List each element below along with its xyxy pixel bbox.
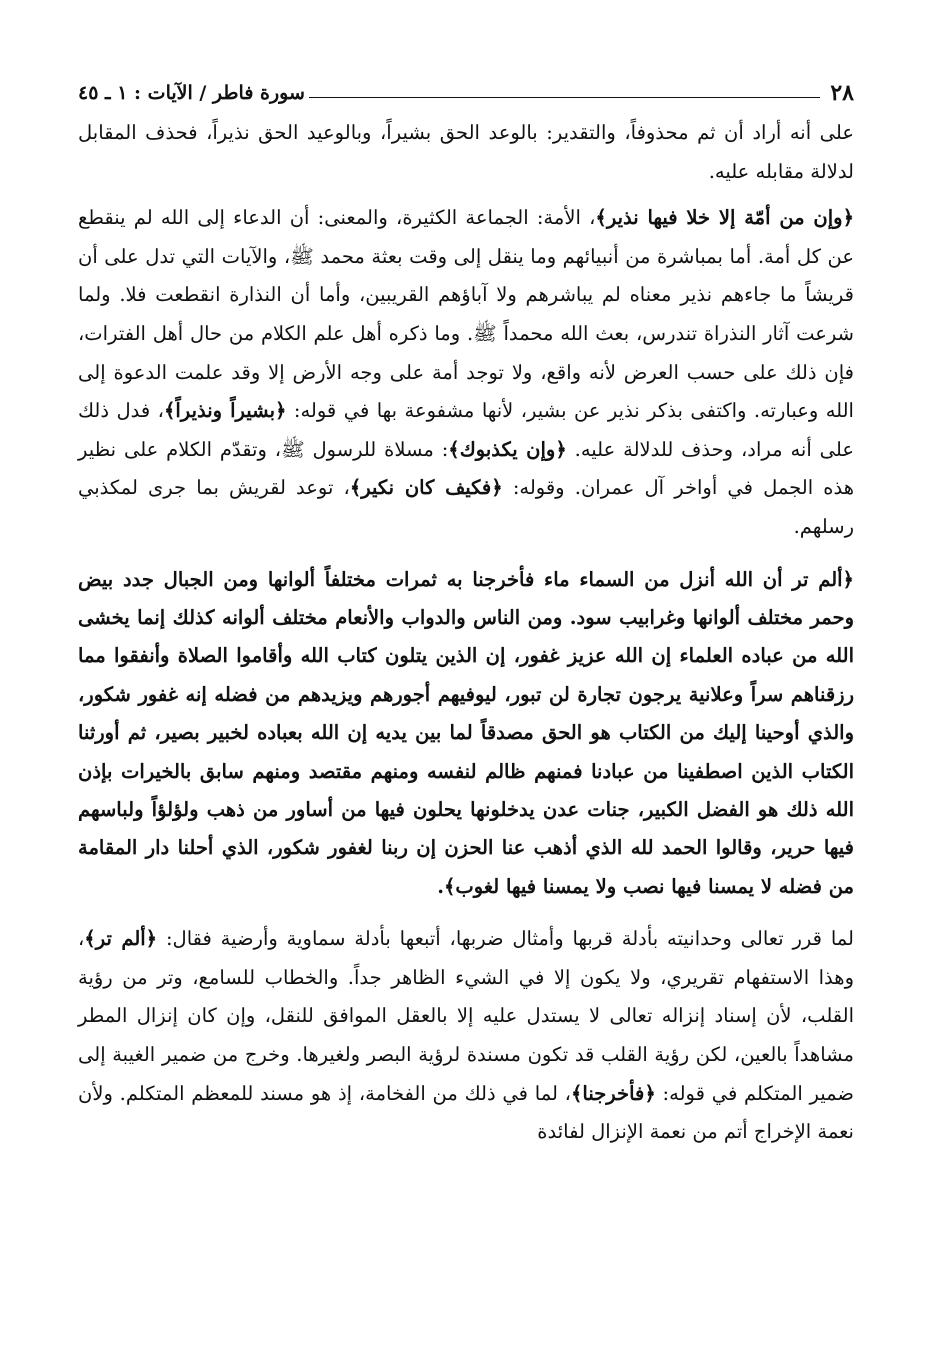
commentary-text: على أنه أراد أن ثم محذوفاً، والتقدير: بالوعد الحق بشيراً، وبالوعيد الحق نذيراً، فحذف المقابل لدلالة مقابله عليه.: [78, 121, 854, 183]
commentary-text: ، وهذا الاستفهام تقريري، ولا يكون إلا في الشيء الظاهر جداً. والخطاب للسامع، وتر من رؤية القلب، لأن إسناد إنزاله تعالى لا يستدل عليه إلا بالعقل الموافق للنقل، وإن كان إنزال المطر مشاهداً بالعين، لكن رؤية القلب قد تكون مسندة لرؤية البصر ولغيرها. وخرج من ضمير الغيبة إلى ضمير المتكلم في قوله:: [78, 927, 854, 1105]
page-number: ٢٨: [830, 80, 854, 106]
quran-quote: ﴿وإن يكذبوك﴾: [448, 437, 567, 461]
quran-quote: ﴿ألم تر أن الله أنزل من السماء ماء فأخرجنا به ثمرات مختلفاً ألوانها ومن الجبال جدد بيض وحمر مختلف ألوانها وغرابيب سود. ومن الناس والدواب والأنعام مختلف ألوانه كذلك إنما يخشى الله من عباده العلماء إن الله عزيز غفور، إن الذين يتلون كتاب الله وأقاموا الصلاة وأنفقوا مما رزقناهم سراً وعلانية يرجون تجارة لن تبور، ليوفيهم أجورهم ويزيدهم من فضله إنه غفور شكور، والذي أوحينا إليك من الكتاب هو الحق مصدقاً لما بين يديه إن الله بعباده لخبير بصير، ثم أورثنا الكتاب الذين اصطفينا من عبادنا فمنهم ظالم لنفسه ومنهم مقتصد ومنهم سابق بالخيرات بإذن الله ذلك هو الفضل الكبير، جنات عدن يدخلونها يحلون فيها من أساور من ذهب ولؤلؤاً ولباسهم فيها حرير، وقالوا الحمد لله الذي أذهب عنا الحزن إن ربنا لغفور شكور، الذي أحلنا دار المقامة من فضله لا يمسنا فيها نصب ولا يمسنا فيها لغوب﴾: [78, 567, 854, 898]
commentary-text: لما قرر تعالى وحدانيته بأدلة قربها وأمثال ضربها، أتبعها بأدلة سماوية وأرضية فقال:: [157, 927, 854, 951]
quran-verses-block: [78, 561, 854, 907]
paragraph-4: [78, 920, 854, 1152]
commentary-text: ، توعد لقريش بما جرى لمكذبي رسلهم.: [78, 476, 854, 538]
header-rule: [309, 97, 820, 98]
book-page: [78, 76, 854, 1152]
commentary-text: : مسلاة للرسول ﷺ، وتقدّم الكلام على نظير هذه الجمل في أواخر آل عمران. وقوله:: [78, 437, 854, 500]
paragraph-2: [78, 199, 854, 546]
commentary-text: ، الأمة: الجماعة الكثيرة، والمعنى: أن الدعاء إلى الله لم ينقطع عن كل أمة. أما بمباشرة من أنبيائهم وما ينقل إلى وقت بعثة محمد ﷺ، والآيات التي تدل على أن قريشاً ما جاءهم نذير معناه لم يباشرهم ولا آباؤهم القريبين، وأما أن النذارة انقطعت فلا. ولما شرعت آثار النذراة تندرس، بعث الله محمداً ﷺ. وما ذكره أهل علم الكلام من حال أهل الفترات، فإن ذلك على حسب العرض لأنه واقع، ولا توجد أمة على وجه الأرض إلا وقد علمت الدعوة إلى الله وعبارته. واكتفى بذكر نذير عن بشير، لأنها مشفوعة بها في قوله:: [78, 206, 854, 423]
commentary-text: .: [437, 874, 444, 898]
quran-quote: ﴿ألم تر﴾: [84, 927, 158, 951]
quran-quote: ﴿بشيراً ونذيراً﴾: [163, 399, 287, 423]
running-title: سورة فاطر / الآيات : ١ ـ ٤٥: [78, 82, 305, 104]
running-head: [78, 76, 854, 110]
quran-quote: ﴿فكيف كان نكير﴾: [349, 476, 503, 500]
paragraph-1: [78, 114, 854, 191]
quran-quote: ﴿فأخرجنا﴾: [570, 1081, 656, 1105]
commentary-text: ، فدل ذلك على أنه مراد، وحذف للدلالة عليه.: [78, 399, 854, 461]
quran-quote: ﴿وإن من أمّة إلا خلا فيها نذير﴾: [595, 206, 854, 230]
commentary-text: ، لما في ذلك من الفخامة، إذ هو مسند للمعظم المتكلم. ولأن نعمة الإخراج أتم من نعمة الإنزال لفائدة: [78, 1081, 854, 1144]
